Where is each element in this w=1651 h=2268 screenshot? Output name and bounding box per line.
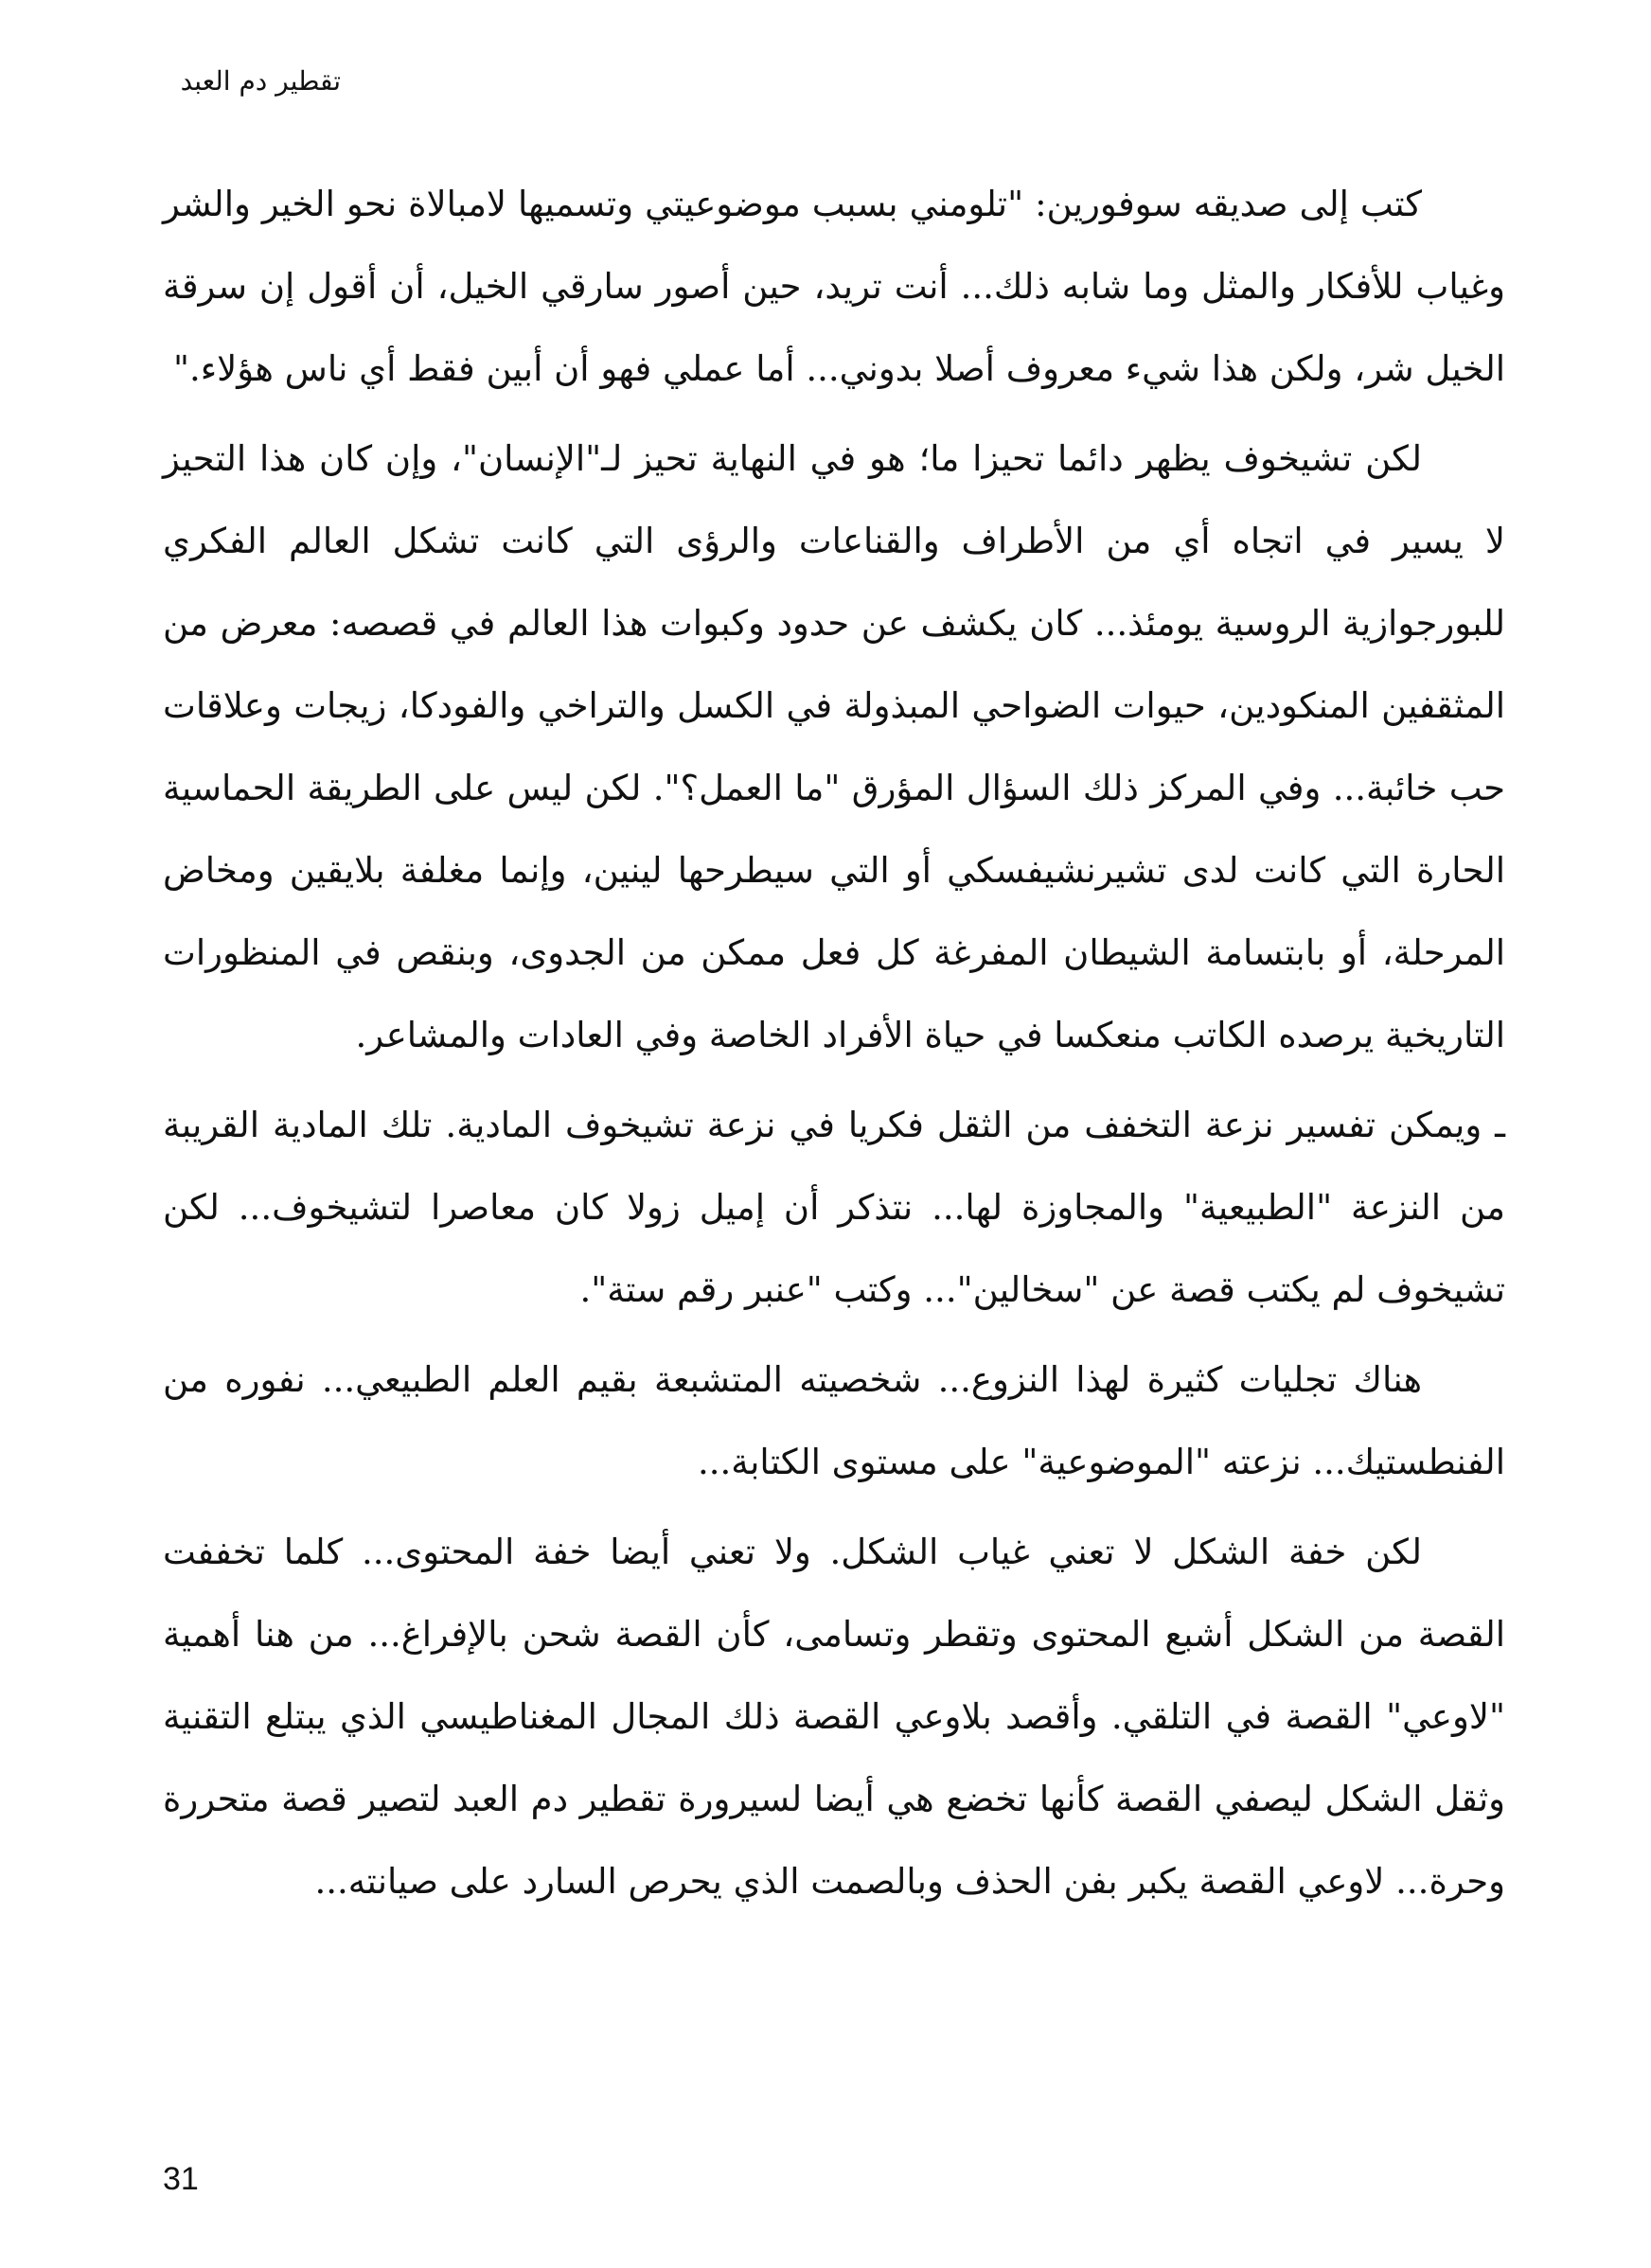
paragraph-1: كتب إلى صديقه سوفورين: "تلومني بسبب موضوعيتي وتسميها لامبالاة نحو الخير والشر وغياب للأفكار والمثل وما شابه ذلك... أنت تريد، حين أصور سارقي الخيل، أن أقول إن سرقة الخيل شر، ولكن هذا شيء معروف أصلا بدوني... أما عملي فهو أن أبين فقط أي ناس هؤلاء."	[163, 184, 1505, 389]
paragraph-2: لكن تشيخوف يظهر دائما تحيزا ما؛ هو في النهاية تحيز لـ"الإنسان"، وإن كان هذا التحيز لا يسير في اتجاه أي من الأطراف والقناعات والرؤى التي كانت تشكل العالم الفكري للبورجوازية الروسية يومئذ... كان يكشف عن حدود وكبوات هذا العالم في قصصه: معرض من المثقفين المنكودين، حيوات الضواحي المبذولة في الكسل والتراخي والفودكا، زيجات وعلاقات حب خائبة... وفي المركز ذلك السؤال المؤرق "ما العمل؟". لكن ليس على الطريقة الحماسية الحارة التي كانت لدى تشيرنشيفسكي أو التي سيطرحها لينين، وإنما مغلفة بلايقين ومخاض المرحلة، أو بابتسامة الشيطان المفرغة كل فعل ممكن من الجدوى، وبنقص في المنظورات التاريخية يرصده الكاتب منعكسا في حياة الأفراد الخاصة وفي العادات والمشاعر.	[163, 438, 1505, 1055]
running-header: تقطير دم العبد	[180, 65, 341, 97]
body-text	[163, 163, 1505, 1930]
paragraph-5: لكن خفة الشكل لا تعني غياب الشكل. ولا تعني أيضا خفة المحتوى... كلما تخففت القصة من الشكل أشبع المحتوى وتقطر وتسامى، كأن القصة شحن بالإفراغ... من هنا أهمية "لاوعي" القصة في التلقي. وأقصد بلاوعي القصة ذلك المجال المغناطيسي الذي يبتلع التقنية وثقل الشكل ليصفي القصة كأنها تخضع هي أيضا لسيرورة تقطير دم العبد لتصير قصة متحررة وحرة... لاوعي القصة يكبر بفن الحذف وبالصمت الذي يحرص السارد على صيانته...	[163, 1532, 1505, 1902]
paragraph-4: هناك تجليات كثيرة لهذا النزوع... شخصيته المتشبعة بقيم العلم الطبيعي... نفوره من الفنطستيك... نزعته "الموضوعية" على مستوى الكتابة...	[163, 1359, 1505, 1482]
page-number: 31	[163, 2161, 199, 2197]
paragraph-3: ـ ويمكن تفسير نزعة التخفف من الثقل فكريا في نزعة تشيخوف المادية. تلك المادية القريبة من النزعة "الطبيعية" والمجاوزة لها... نتذكر أن إميل زولا كان معاصرا لتشيخوف... لكن تشيخوف لم يكتب قصة عن "سخالين"... وكتب "عنبر رقم ستة".	[163, 1105, 1505, 1310]
